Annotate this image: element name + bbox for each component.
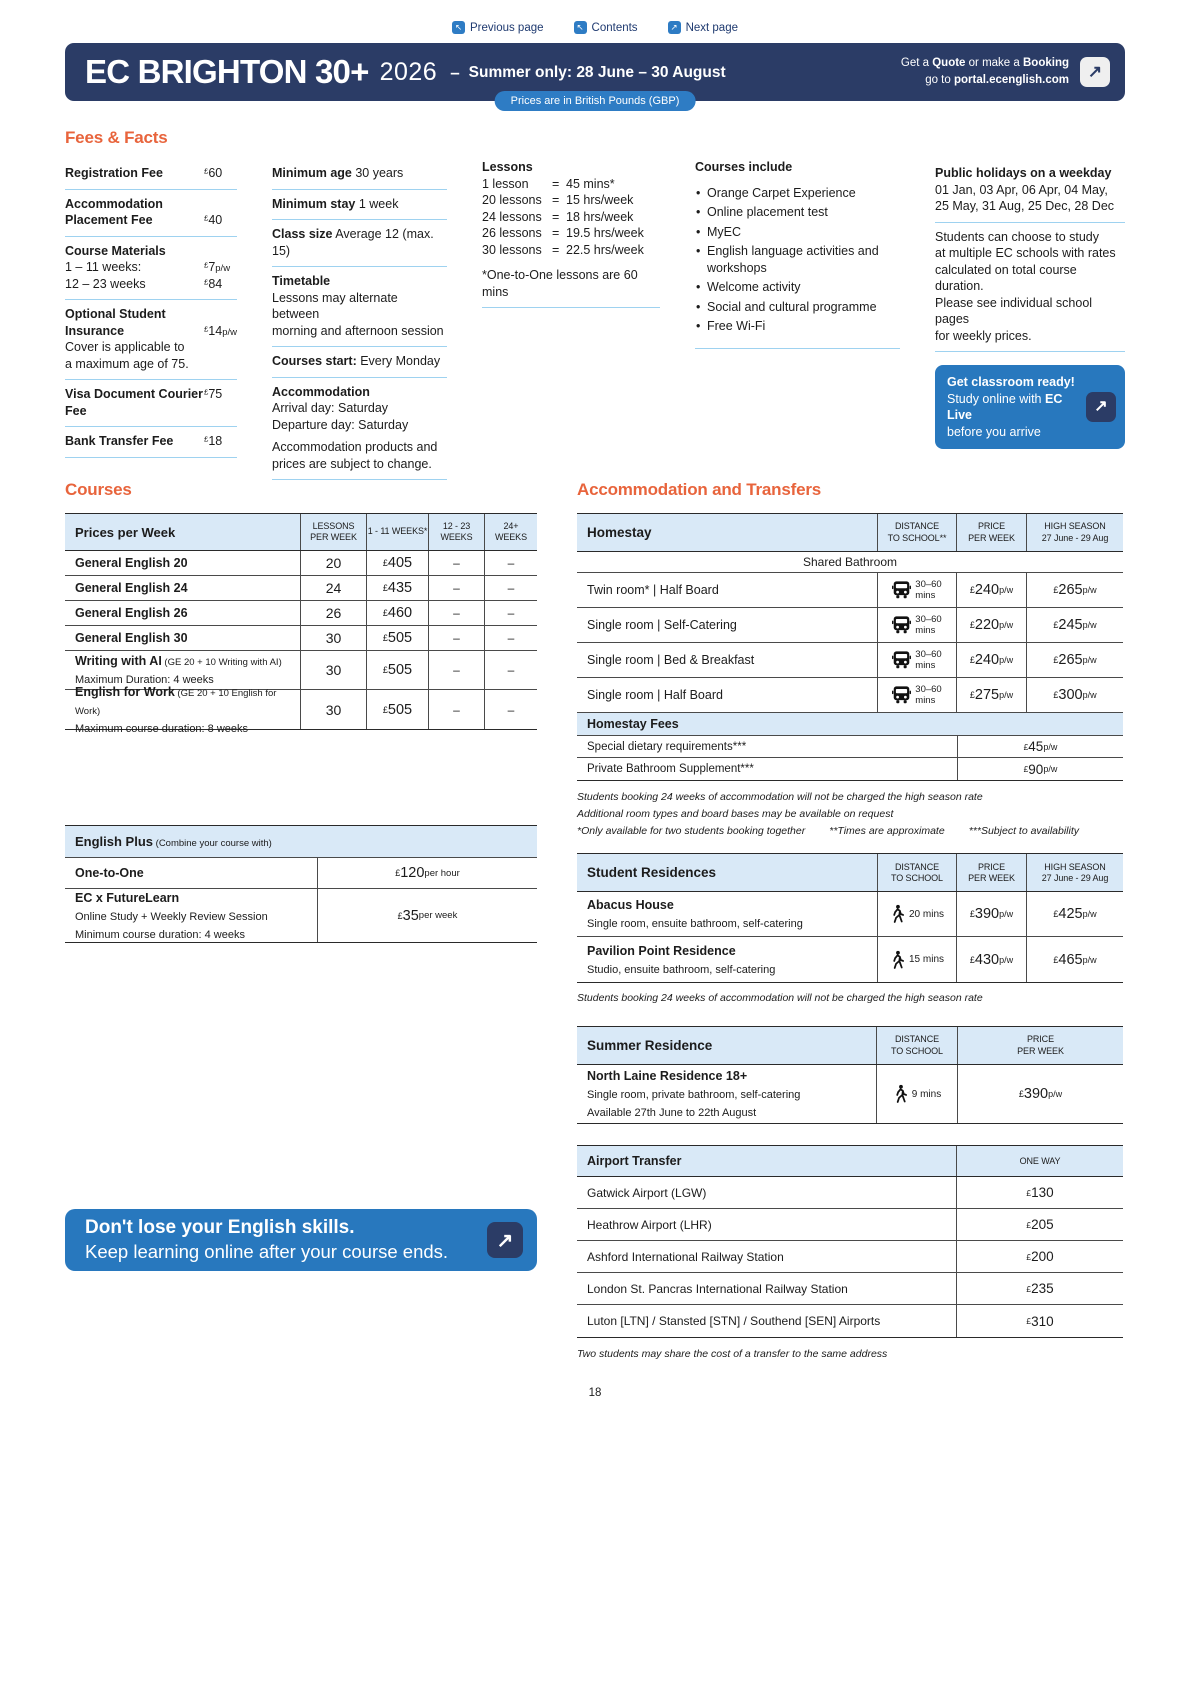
english-plus-header: English Plus (Combine your course with) (65, 826, 537, 858)
header-subtitle: Summer only: 28 June – 30 August (468, 64, 726, 81)
contents-link[interactable] (574, 21, 638, 34)
next-page-link[interactable] (668, 21, 738, 34)
courses-start: Courses start: Every Monday (272, 347, 447, 378)
residences-table-header: Student Residences DISTANCE TO SCHOOL PRICE PER WEEK HIGH SEASON 27 June - 29 Aug (577, 854, 1123, 892)
class-size: Class size Average 12 (max. 15) (272, 220, 447, 267)
next-page-label: Next page (685, 21, 738, 34)
airport-table-header: Airport Transfer ONE WAY (577, 1146, 1123, 1177)
table-row: Single room | Self-Catering 30–60 mins £ 220 p/w £ 245 p/w (577, 608, 1123, 643)
year-label: 2026 (379, 57, 438, 86)
table-row: North Laine Residence 18+ Single room, private bathroom, self-catering Available 27th June to 22th August 9 mins £ 390 p/w (577, 1065, 1123, 1123)
residences-note: Students booking 24 weeks of accommodation will not be charged the high season rate (577, 992, 983, 1005)
document-nav (65, 0, 1125, 43)
minimum-age: Minimum age 30 years (272, 159, 447, 190)
courses-include-list (695, 179, 900, 349)
course-materials-fee: Course Materials 1 – 11 weeks: £7p/w 12 – 23 weeks £84 (65, 237, 237, 301)
airport-transfer-table (577, 1145, 1123, 1338)
bank-transfer-fee: Bank Transfer Fee £18 (65, 427, 237, 458)
table-row: Twin room* | Half Board 30–60 mins £ 240 p/w £ 265 p/w (577, 573, 1123, 608)
fees-facts-heading: Fees & Facts (65, 128, 168, 147)
registration-fee: Registration Fee £60 (65, 159, 237, 190)
table-row: Single room | Bed & Breakfast 30–60 mins £ 240 p/w £ 265 p/w (577, 643, 1123, 678)
table-row: Private Bathroom Supplement*** £ 90 p/w (577, 758, 1123, 780)
table-row: Special dietary requirements*** £ 45 p/w (577, 736, 1123, 758)
list-item: • Free Wi-Fi (695, 318, 900, 335)
list-item: • Orange Carpet Experience (695, 185, 900, 202)
portal-external-link-icon[interactable]: ↗ (1080, 57, 1110, 87)
bus-icon (892, 686, 911, 704)
table-row: Writing with AI (GE 20 + 10 Writing with AI) Maximum Duration: 4 weeks 30 £ 505 – – (65, 651, 537, 690)
list-item: • Social and cultural programme (695, 299, 900, 316)
table-row: Gatwick Airport (LGW) £ 130 (577, 1177, 1123, 1209)
minimum-stay: Minimum stay 1 week (272, 190, 447, 221)
homestay-fees-header: Homestay Fees (577, 713, 1123, 736)
table-row: London St. Pancras International Railway Station £ 235 (577, 1273, 1123, 1305)
ec-live-callout[interactable]: Get classroom ready! Study online with EC Live before you arrive ↗ (935, 365, 1125, 449)
keep-learning-banner[interactable]: Don't lose your English skills. Keep learning online after your course ends. ↗ (65, 1209, 537, 1271)
lessons-column (482, 159, 660, 480)
student-residences-table (577, 853, 1123, 983)
shared-bathroom-group-row: Shared Bathroom (577, 552, 1123, 573)
list-item: • Online placement test (695, 204, 900, 221)
public-holidays: Public holidays on a weekday 01 Jan, 03 Apr, 06 Apr, 04 May, 25 May, 31 Aug, 25 Dec, 28 Dec (935, 159, 1125, 223)
table-row: Ashford International Railway Station £ 200 (577, 1241, 1123, 1273)
courses-include-title: Courses include (695, 160, 793, 174)
table-row: Pavilion Point Residence Studio, ensuite bathroom, self-catering 15 mins £ 430 p/w £ 465 p/w (577, 937, 1123, 982)
accommodation-heading: Accommodation and Transfers (577, 480, 821, 499)
english-plus-table (65, 825, 537, 943)
homestay-table-header: Homestay DISTANCE TO SCHOOL** PRICE PER WEEK HIGH SEASON 27 June - 29 Aug (577, 514, 1123, 552)
lesson-row: 20 lessons = 15 hrs/week (482, 193, 634, 207)
table-row: One-to-One £ 120 per hour (65, 858, 537, 889)
multi-school-note: Students can choose to study at multiple EC schools with rates calculated on total course duration. Please see individual school pages for weekly prices. (935, 223, 1125, 353)
table-row: General English 26 26 £ 460 – – (65, 601, 537, 626)
list-item: • MyEC (695, 224, 900, 241)
lesson-row: 26 lessons = 19.5 hrs/week (482, 226, 644, 240)
contents-icon: ↖ (574, 21, 587, 34)
courses-include-column (695, 159, 900, 480)
courses-table (65, 513, 537, 735)
walking-icon (890, 950, 905, 970)
previous-page-label: Previous page (470, 21, 544, 34)
lesson-row: 30 lessons = 22.5 hrs/week (482, 242, 644, 257)
next-page-icon: ↗ (668, 21, 681, 34)
page-title: EC BRIGHTON 30+ (85, 53, 369, 90)
ec-live-link-icon[interactable]: ↗ (1086, 392, 1116, 422)
courses-table-header: Prices per Week LESSONS PER WEEK 1 - 11 WEEKS* 12 - 23 WEEKS 24+ WEEKS (65, 514, 537, 551)
list-item: • English language activities and workshops (695, 243, 900, 276)
page-number: 18 (588, 1386, 602, 1399)
table-row: English for Work (GE 20 + 10 English for Work) Maximum course duration: 8 weeks 30 £ 505 – – (65, 690, 537, 729)
summer-residence-table (577, 1026, 1123, 1124)
table-row: Abacus House Single room, ensuite bathroom, self-catering 20 mins £ 390 p/w £ 425 p/w (577, 892, 1123, 937)
student-insurance-fee: Optional Student Insurance £14p/w Cover is applicable to a maximum age of 75. (65, 300, 237, 380)
table-row: General English 20 20 £ 405 – – (65, 551, 537, 576)
walking-icon (893, 1084, 908, 1104)
currency-pill: Prices are in British Pounds (GBP) (495, 91, 696, 111)
fees-column (65, 159, 237, 480)
bus-icon (892, 581, 911, 599)
lessons-title: Lessons (482, 160, 533, 174)
courses-heading: Courses (65, 480, 132, 499)
summer-table-header: Summer Residence DISTANCE TO SCHOOL PRICE PER WEEK (577, 1027, 1123, 1065)
table-row: Heathrow Airport (LHR) £ 205 (577, 1209, 1123, 1241)
timetable: Timetable Lessons may alternate between morning and afternoon session (272, 267, 447, 347)
fees-facts-section (65, 159, 1125, 480)
walking-icon (890, 904, 905, 924)
table-row: Luton [LTN] / Stansted [STN] / Southend [SEN] Airports £ 310 (577, 1305, 1123, 1337)
keep-learning-link-icon[interactable]: ↗ (487, 1222, 523, 1258)
previous-page-icon: ↖ (452, 21, 465, 34)
bus-icon (892, 616, 911, 634)
contents-label: Contents (591, 21, 638, 34)
visa-courier-fee: Visa Document Courier Fee £75 (65, 380, 237, 427)
portal-link-text[interactable]: Get a Quote or make a Booking go to portal.ecenglish.com (900, 56, 1069, 86)
holidays-column (935, 159, 1125, 480)
bus-icon (892, 651, 911, 669)
one-to-one-note: *One-to-One lessons are 60 mins (482, 258, 660, 308)
homestay-notes: Students booking 24 weeks of accommodation will not be charged the high season rate Additional room types and board bases may be available on request *Only available for two students booking together **Times are approximate ***Subject to availability (577, 791, 1080, 837)
lesson-row: 24 lessons = 18 hrs/week (482, 209, 634, 224)
placement-fee: Accommodation Placement Fee £40 (65, 190, 237, 237)
facts-column (272, 159, 447, 480)
list-item: • Welcome activity (695, 279, 900, 296)
table-row: General English 24 24 £ 435 – – (65, 576, 537, 601)
table-row: General English 30 30 £ 505 – – (65, 626, 537, 651)
homestay-table (577, 513, 1123, 781)
lesson-row: 1 lesson = 45 mins* (482, 176, 615, 191)
table-row: Single room | Half Board 30–60 mins £ 275 p/w £ 300 p/w (577, 678, 1123, 713)
transfer-note: Two students may share the cost of a transfer to the same address (577, 1348, 888, 1361)
header-banner (65, 43, 1125, 107)
previous-page-link[interactable] (452, 21, 544, 34)
accommodation-facts: Accommodation Arrival day: Saturday Departure day: Saturday Accommodation products and prices are subject to change. (272, 378, 447, 481)
table-row: EC x FutureLearn Online Study + Weekly Review Session Minimum course duration: 4 weeks £ 35 per week (65, 889, 537, 942)
title-dash: – (450, 63, 460, 82)
